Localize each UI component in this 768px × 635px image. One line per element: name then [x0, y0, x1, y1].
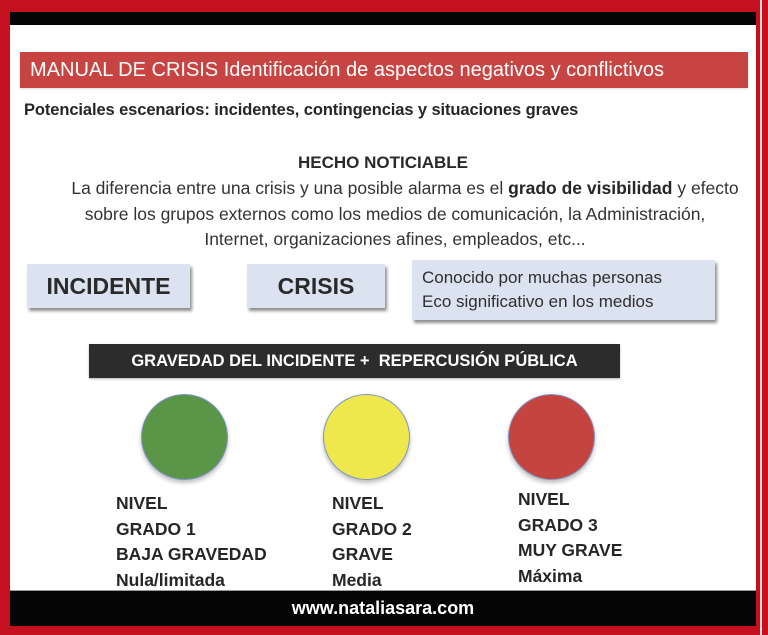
line1-tail: y efecto — [672, 178, 739, 198]
page-title: MANUAL DE CRISIS Identificación de aspectos negativos y conflictivos — [30, 59, 664, 81]
paragraph-line-2: sobre los grupos externos como los medios de comunicación, la Administración, — [84, 203, 706, 224]
description-line-2: Eco significativo en los medios — [422, 292, 654, 311]
level-2-impact: Media — [332, 569, 382, 590]
subtitle: Potenciales escenarios: incidentes, contingencias y situaciones graves — [24, 101, 579, 119]
hecho-noticiable-heading: HECHO NOTICIABLE — [298, 153, 468, 172]
paragraph-line-1 — [10, 176, 756, 202]
level-1-text — [116, 491, 267, 593]
level-3-impact: Máxima — [518, 565, 583, 586]
level-3-label: NIVEL — [518, 489, 570, 509]
level-3-grade: GRADO 3 — [518, 514, 598, 535]
frame-highlight-line — [760, 0, 762, 635]
website-link[interactable]: www.nataliasara.com — [291, 598, 475, 618]
green-circle-icon — [141, 394, 228, 480]
severity-banner: GRAVEDAD DEL INCIDENTE + REPERCUSIÓN PÚBLICA — [89, 344, 620, 378]
level-2-severity: GRAVE — [332, 544, 393, 564]
incidente-box: INCIDENTE — [27, 264, 190, 308]
level-2-label: NIVEL — [332, 493, 384, 513]
description-line-1: Conocido por muchas personas — [422, 268, 663, 287]
footer-bar — [10, 590, 756, 626]
level-2-text — [332, 491, 412, 593]
level-1-label: NIVEL — [116, 493, 168, 513]
level-3-text — [518, 487, 622, 589]
hecho-noticiable-paragraph — [10, 176, 756, 253]
paragraph-line-3: Internet, organizaciones afines, empleados, etc... — [204, 229, 586, 249]
document-page — [10, 12, 756, 626]
title-banner — [20, 52, 748, 88]
red-circle-icon — [508, 394, 595, 480]
visibility-emphasis: grado de visibilidad — [508, 178, 673, 198]
level-1-impact: Nula/limitada — [116, 569, 225, 590]
level-2-grade: GRADO 2 — [332, 518, 412, 539]
top-black-bar — [10, 12, 756, 25]
level-1-severity: BAJA GRAVEDAD — [116, 544, 267, 564]
yellow-circle-icon — [323, 394, 410, 480]
level-3-severity: MUY GRAVE — [518, 540, 623, 560]
line1-text: La diferencia entre una crisis y una posible alarma es el — [71, 178, 509, 198]
level-1-grade: GRADO 1 — [116, 518, 196, 539]
crisis-box: CRISIS — [247, 264, 385, 308]
crisis-description-box — [412, 260, 715, 320]
